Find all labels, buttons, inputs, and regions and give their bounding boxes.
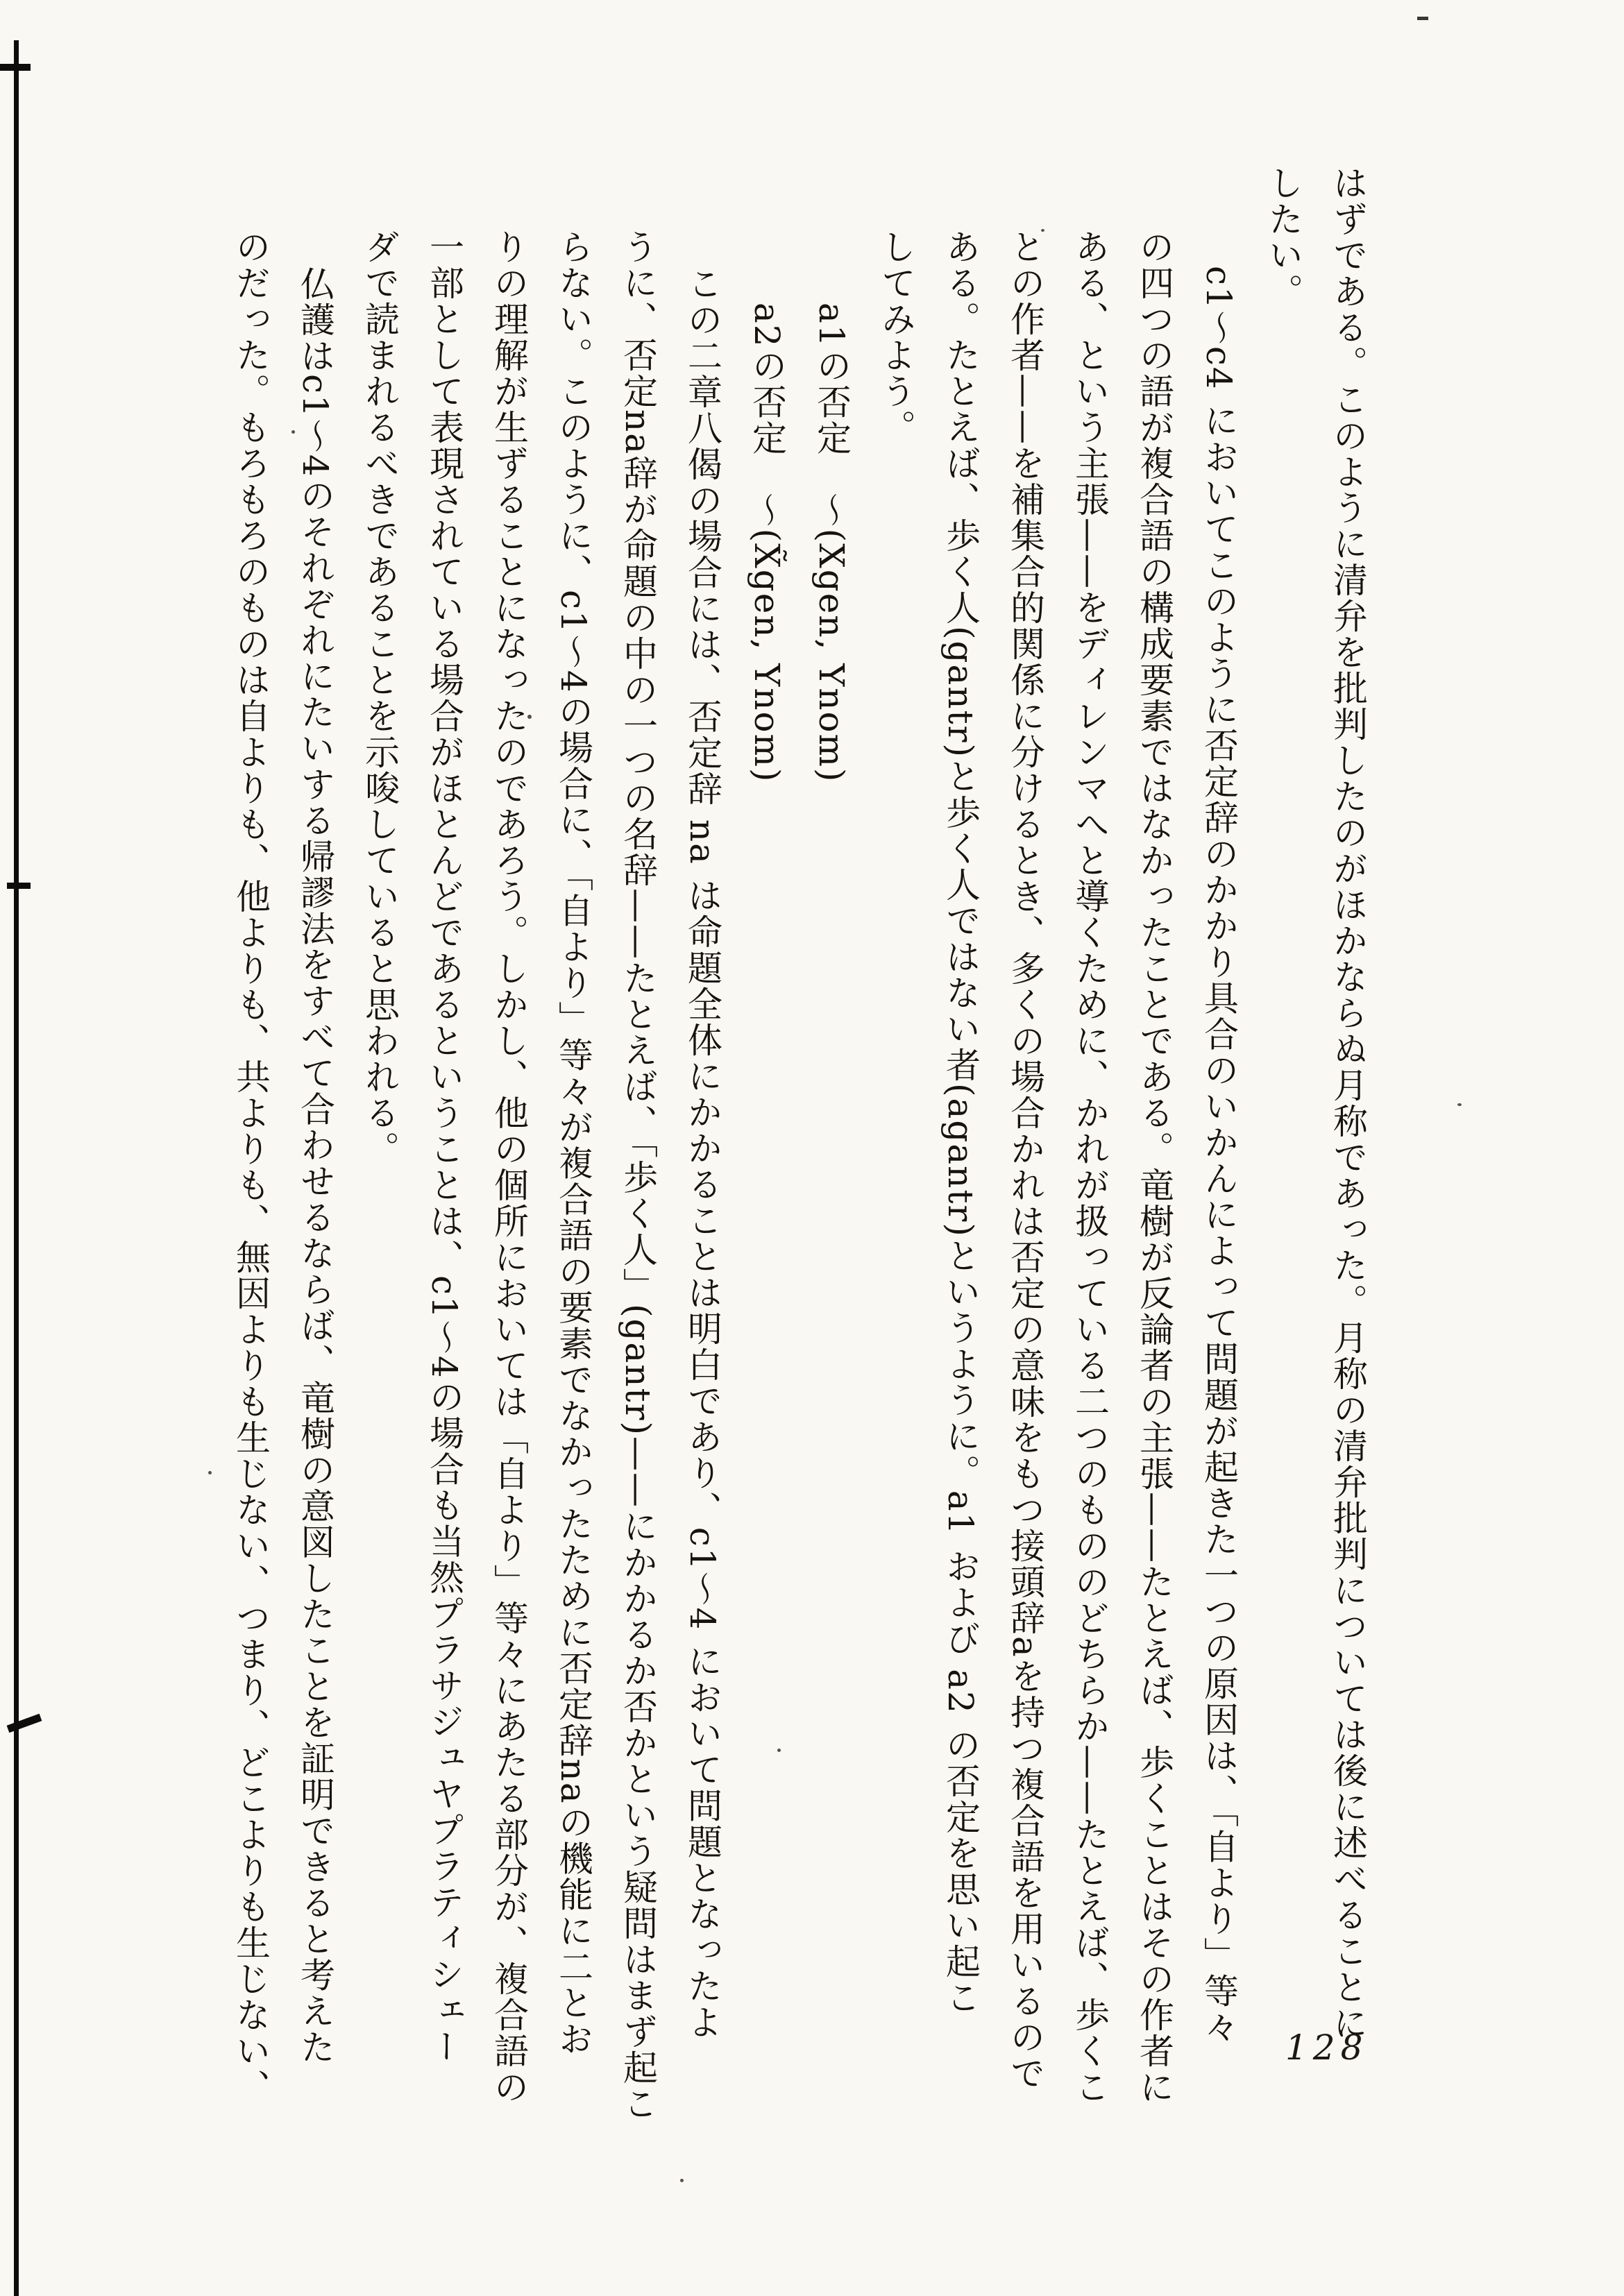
text-column-12: うに、否定na辞が命題の中の一つの名辞——たとえば、「歩く人」(gantr)——にかかるか否かという疑問はまず起こ — [618, 229, 658, 2123]
text-column-18: のだった。もろもろのものは自よりも、他よりも、共よりも、無因よりも生じない、つまり、どこよりも生じない、 — [230, 229, 271, 2105]
text-column-15: 一部として表現されている場合がほとんどであるということは、c1～4の場合も当然プラサジュヤプラティシェー — [424, 229, 464, 2065]
text-block — [218, 165, 1380, 2150]
scan-speck — [208, 1471, 212, 1474]
text-column-7: ある。たとえば、歩く人(gantr)と歩く人ではない者(agantr)というように。a1 および a2 の否定を思い起こ — [940, 229, 981, 2016]
formula-a2-negation: a2の否定 ～(X̃gen, Ynom) — [747, 303, 787, 783]
text-column-3: c1～c4 においてこのように否定辞のかかり具合のいかんによって問題が起きた一つの原因は、「自より」等々 — [1199, 266, 1239, 2046]
text-column-16: ダで読まれるべきであることを示唆していると思われる。 — [360, 229, 400, 1167]
text-column-5: ある、という主張——をディレンマへと導くために、かれが扱っている二つのもののどちらか——たとえば、歩くこ — [1069, 229, 1110, 2105]
scan-mark — [0, 64, 31, 71]
text-column-6: との作者——を補集合的関係に分けるとき、多くの場合かれは否定の意味をもつ接頭辞aを持つ複合語を用いるので — [1005, 229, 1045, 2091]
scan-speck — [1457, 1103, 1462, 1106]
text-column-11: この二章八偈の場合には、否定辞 na は命題全体にかかることは明白であり、c1～4 において問題となったよ — [682, 266, 722, 2041]
scan-mark — [7, 1714, 42, 1733]
text-column-14: りの理解が生ずることになったのであろう。しかし、他の個所においては「自より」等々にあたる部分が、複合語の — [489, 229, 529, 2105]
text-column-13: らない。このように、c1～4の場合に、「自より」等々が複合語の要素でなかったために否定辞naの機能に二とお — [553, 229, 593, 2057]
scan-mark — [1417, 17, 1428, 20]
text-column-17: 仏護はc1～4のそれぞれにたいする帰謬法をすべて合わせるならば、竜樹の意図したことを証明できると考えた — [295, 266, 335, 2066]
text-column-4: の四つの語が複合語の構成要素ではなかったことである。竜樹が反論者の主張——たとえば、歩くことはその作者に — [1134, 229, 1174, 2105]
scan-speck — [680, 2179, 684, 2182]
binding-edge-line — [14, 40, 19, 2296]
page-number: 128 — [1285, 2027, 1369, 2068]
text-column-2: したい。 — [1263, 165, 1303, 309]
scan-mark — [7, 883, 31, 889]
formula-a1-negation: a1の否定 ～(Xgen, Ynom) — [811, 303, 852, 783]
text-column-1: はずである。このように清弁を批判したのがほかならぬ月称であった。月称の清弁批判については後に述べることに — [1328, 165, 1368, 2041]
text-column-8: してみよう。 — [876, 229, 916, 445]
